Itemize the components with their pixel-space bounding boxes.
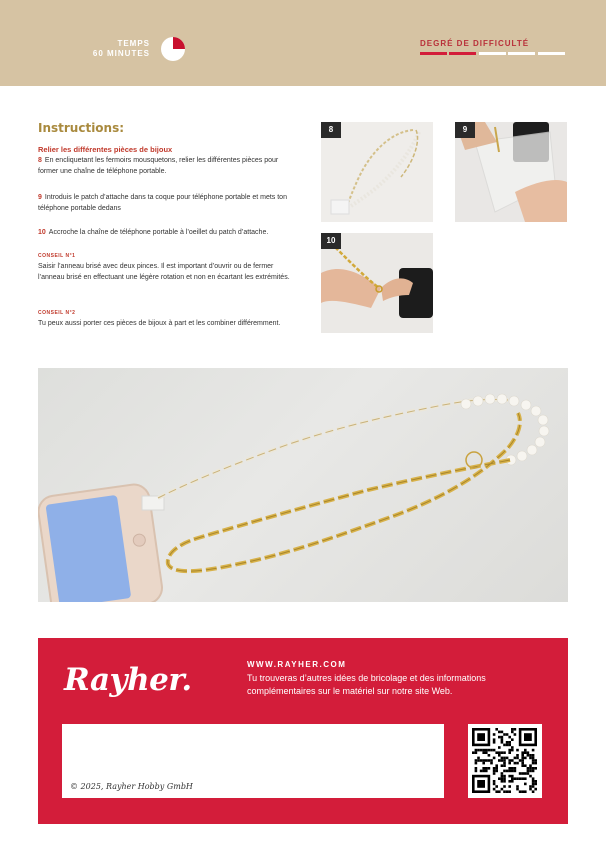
rayher-logo: Rayher. [64,662,192,698]
time-info [70,39,150,59]
website-description: Tu trouveras d’autres idées de bricolage et des informations complémentaires sur le matériel sur notre site Web. [247,673,486,696]
instructions-title: Instructions: [38,121,125,135]
phone-chain-illustration [38,368,568,602]
difficulty-bar [508,52,535,55]
tip-1-heading: CONSEIL N°1 [38,253,76,259]
step-10-photo [321,233,433,333]
step-8 [38,155,293,177]
difficulty-label: DEGRÉ DE DIFFICULTÉ [420,39,530,48]
stamp-area [62,724,444,798]
footer-band [38,638,568,824]
step-text: Introduis le patch d’attache dans ta coque pour téléphone portable et mets ton téléphone portable dedans [38,194,287,212]
step-8-badge: 8 [321,122,341,138]
step-10 [38,227,293,238]
header-band [0,0,606,86]
step-9 [38,192,293,214]
step-text: En encliquetant les fermoirs mousquetons, relier les différentes pièces pour former une chaîne de téléphone portable. [38,157,279,175]
difficulty-bar [449,52,476,55]
copyright: © 2025, Rayher Hobby GmbH [70,782,193,791]
step-number: 8 [38,157,42,164]
step-8-photo [321,122,433,222]
clock-icon [160,36,186,62]
website-link[interactable]: WWW.RAYHER.COM [247,660,347,669]
step-10-badge: 10 [321,233,341,249]
difficulty-bar [538,52,565,55]
tip-2-text: Tu peux aussi porter ces pièces de bijoux à part et les combiner différemment. [38,320,281,327]
main-photo [38,368,568,602]
step-number: 9 [38,194,42,201]
qr-code-icon [468,724,542,798]
tip-1-text: Saisir l’anneau brisé avec deux pinces. Il est important d’ouvrir ou de fermer l’anneau brisé en effectuant une légère rotation et non en écartant les extrémités. [38,263,290,281]
time-value: 60 MINUTES [92,49,150,58]
difficulty-bar [479,52,506,55]
time-label: TEMPS [117,39,150,48]
instructions-subtitle: Relier les différentes pièces de bijoux [38,145,173,154]
qr-code[interactable] [468,724,542,798]
step-text: Accroche la chaîne de téléphone portable à l’oeillet du patch d’attache. [48,229,269,236]
step-number: 10 [38,229,46,236]
difficulty-bar [420,52,447,55]
tip-2-heading: CONSEIL N°2 [38,310,76,316]
step-9-photo [455,122,567,222]
step-9-badge: 9 [455,122,475,138]
